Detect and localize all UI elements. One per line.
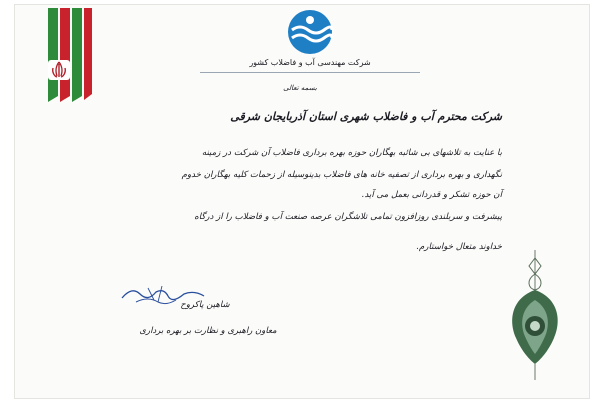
body-line-3: آن حوزه تشکر و قدردانی بعمل می آید. [361, 190, 502, 200]
signatory-name: شاهین پاکروح [180, 300, 230, 310]
water-drop-waves-logo-icon [286, 8, 334, 56]
iran-flag-ribbon-icon [40, 8, 94, 102]
recipient-line: شرکت محترم آب و فاضلاب شهری استان آذربایجان شرقی [230, 110, 502, 123]
iran-emblem-icon [48, 60, 70, 80]
body-line-4: پیشرفت و سربلندی روزافزون تمامی تلاشگران عرصه صنعت آب و فاضلاب را از درگاه [194, 212, 502, 222]
body-line-2: نگهداری و بهره برداری از تصفیه خانه های فاضلاب بدینوسیله از زحمات کلیه بهگاران خدوم [181, 170, 502, 180]
signatory-title: معاون راهبری و نظارت بر بهره برداری [139, 326, 277, 336]
body-line-1: با عنایت به تلاشهای بی شائبه بهگاران حوزه بهره برداری فاضلاب آن شرکت در زمینه [201, 148, 502, 158]
body-line-5: خداوند متعال خواستارم. [416, 242, 502, 252]
company-name: شرکت مهندسی آب و فاضلاب کشور [249, 58, 371, 67]
invocation-text: بسمه تعالی [283, 84, 317, 92]
persian-ornament-icon [498, 250, 572, 380]
letterhead-divider [200, 72, 420, 73]
